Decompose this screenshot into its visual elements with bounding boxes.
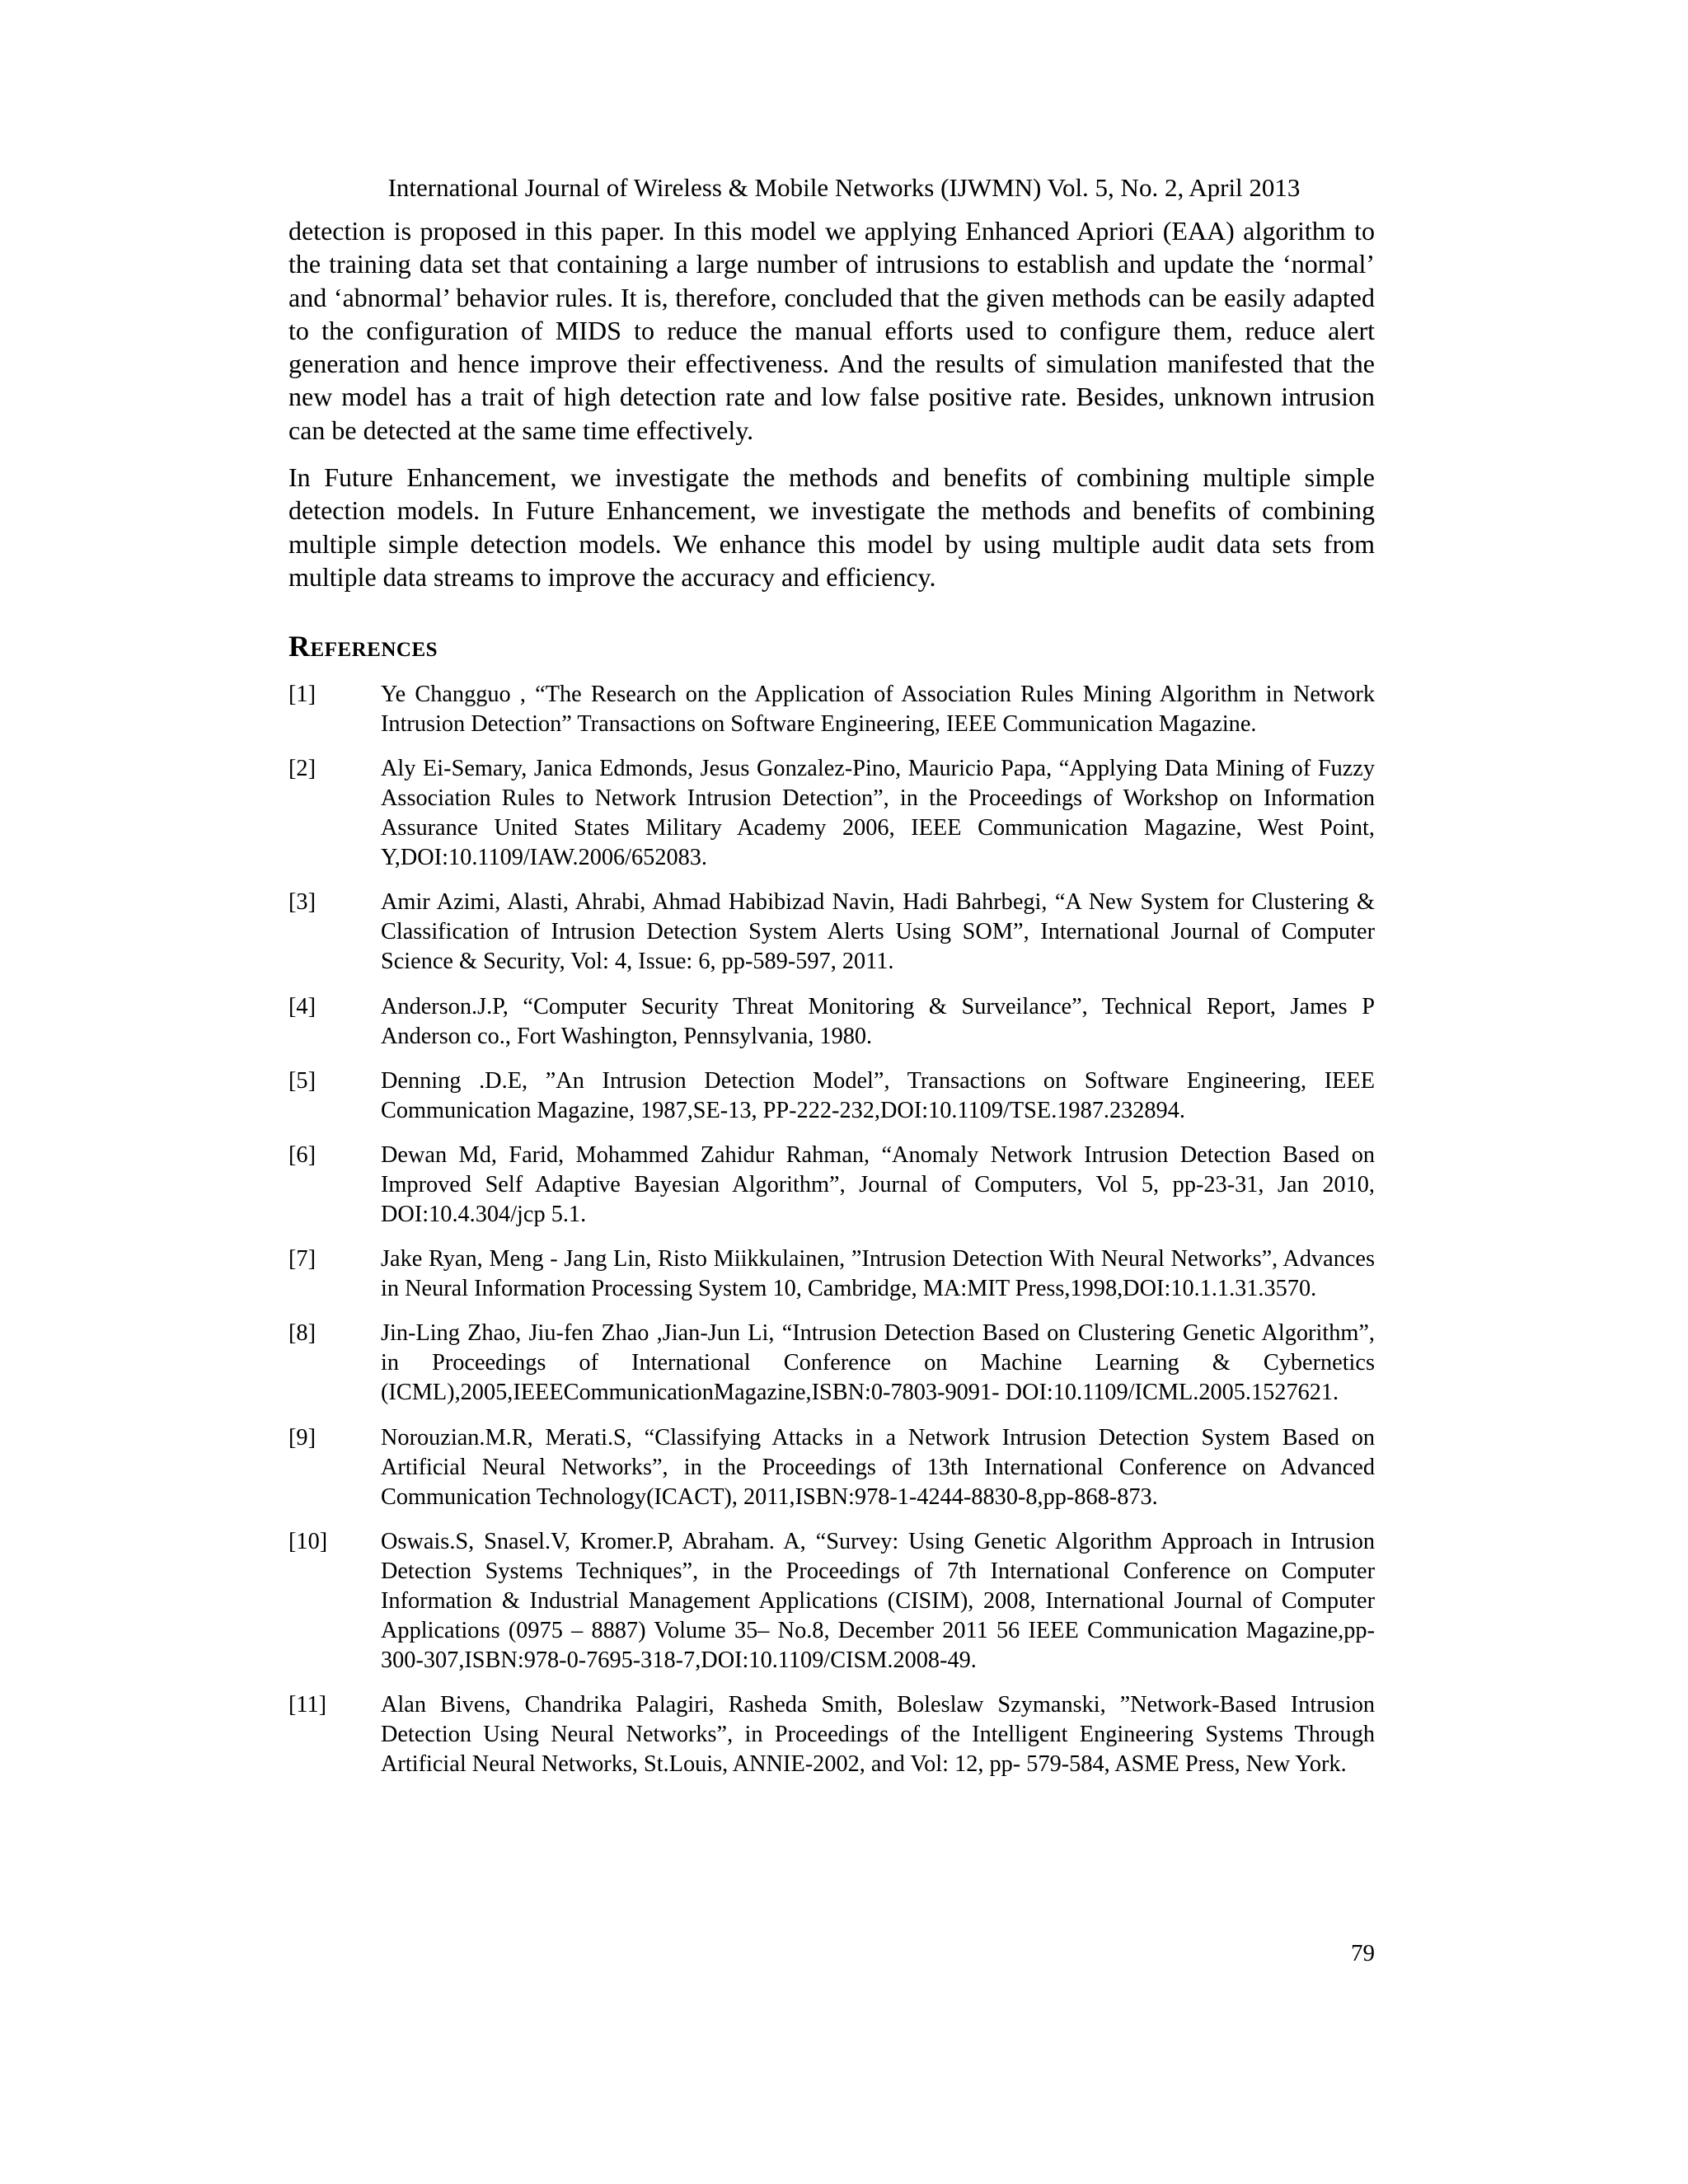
body-paragraph-1: detection is proposed in this paper. In this model we applying Enhanced Apriori (EAA) algorithm to the training data set that containing a large number of intrusions to establish and update the ‘normal’ and ‘abnormal’ behavior rules. It is, therefore, concluded that the given methods can be easily adapted to the configuration of MIDS to reduce the manual efforts used to configure them, reduce alert generation and hence improve their effectiveness. And the results of simulation manifested that the new model has a trait of high detection rate and low false positive rate. Besides, unknown intrusion can be detected at the same time effectively. (288, 216, 1375, 445)
body-paragraph-2: In Future Enhancement, we investigate the methods and benefits of combining multiple simple detection models. In Future Enhancement, we investigate the methods and benefits of combining multiple simple detection models. We enhance this model by using multiple audit data sets from multiple data streams to improve the accuracy and efficiency. (288, 462, 1375, 592)
references-heading: References (288, 630, 438, 663)
reference-item (288, 1066, 1375, 1126)
reference-text: Jake Ryan, Meng - Jang Lin, Risto Miikkulainen, ”Intrusion Detection With Neural Networks”, Advances in Neural Information Processing System 10, Cambridge, MA:MIT Press,1998,DOI:10.1.1.31.3570. (381, 1246, 1375, 1302)
reference-text: Alan Bivens, Chandrika Palagiri, Rasheda Smith, Boleslaw Szymanski, ”Network-Based Intrusion Detection Using Neural Networks”, in Proceedings of the Intelligent Engineering Systems Through Artificial Neural Networks, St.Louis, ANNIE-2002, and Vol: 12, pp- 579-584, ASME Press, New York. (381, 1691, 1375, 1777)
reference-item (288, 1423, 1375, 1512)
reference-item (288, 1690, 1375, 1779)
reference-text: Oswais.S, Snasel.V, Kromer.P, Abraham. A, “Survey: Using Genetic Algorithm Approach in Intrusion Detection Systems Techniques”, in the Proceedings of 7th International Conference on Computer Information & Industrial Management Applications (CISIM), 2008, International Journal of Computer Applications (0975 – 8887) Volume 35– No.8, December 2011 56 IEEE Communication Magazine,pp-300-307,ISBN:978-0-7695-318-7,DOI:10.1109/CISM.2008-49. (381, 1528, 1375, 1673)
reference-text: Amir Azimi, Alasti, Ahrabi, Ahmad Habibizad Navin, Hadi Bahrbegi, “A New System for Clustering & Classification of Intrusion Detection System Alerts Using SOM”, International Journal of Computer Science & Security, Vol: 4, Issue: 6, pp-589-597, 2011. (381, 889, 1375, 975)
body-text (288, 214, 1375, 593)
reference-number: [1] (288, 682, 316, 707)
reference-number: [6] (288, 1141, 316, 1168)
reference-number: [5] (288, 1067, 316, 1094)
reference-item (288, 1527, 1375, 1675)
reference-number: [8] (288, 1320, 316, 1347)
reference-text: Ye Changguo , “The Research on the Application of Association Rules Mining Algorithm in Network Intrusion Detection” Transactions on Software Engineering, IEEE Communication Magazine. (381, 682, 1375, 737)
reference-text: Denning .D.E, ”An Intrusion Detection Model”, Transactions on Software Engineering, IEEE Communication Magazine, 1987,SE-13, PP-222-232,DOI:10.1109/TSE.1987.232894. (381, 1067, 1375, 1123)
reference-number: [2] (288, 756, 316, 782)
reference-number: [11] (288, 1691, 327, 1718)
reference-number: [7] (288, 1246, 316, 1272)
page-number: 79 (1351, 1940, 1375, 1966)
reference-text: Anderson.J.P, “Computer Security Threat Monitoring & Surveilance”, Technical Report, James P Anderson co., Fort Washington, Pennsylvania, 1980. (381, 993, 1375, 1049)
reference-item (288, 754, 1375, 873)
reference-item (288, 680, 1375, 739)
reference-number: [9] (288, 1424, 316, 1451)
reference-list (288, 680, 1375, 1794)
reference-item (288, 992, 1375, 1052)
reference-number: [10] (288, 1528, 328, 1554)
reference-text: Dewan Md, Farid, Mohammed Zahidur Rahman, “Anomaly Network Intrusion Detection Based on Improved Self Adaptive Bayesian Algorithm”, Journal of Computers, Vol 5, pp-23-31, Jan 2010, DOI:10.4.304/jcp 5.1. (381, 1141, 1375, 1227)
reference-number: [3] (288, 889, 316, 916)
reference-text: Aly Ei-Semary, Janica Edmonds, Jesus Gonzalez-Pino, Mauricio Papa, “Applying Data Mining of Fuzzy Association Rules to Network Intrusion Detection”, in the Proceedings of Workshop on Information Assurance United States Military Academy 2006, IEEE Communication Magazine, West Point, Y,DOI:10.1109/IAW.2006/652083. (381, 756, 1375, 871)
reference-item (288, 1319, 1375, 1408)
reference-item (288, 1141, 1375, 1230)
reference-text: Jin-Ling Zhao, Jiu-fen Zhao ,Jian-Jun Li, “Intrusion Detection Based on Clustering Genetic Algorithm”, in Proceedings of International Conference on Machine Learning & Cybernetics (ICML),2005,IEEECommunicationMagazine,ISBN:0-7803-9091- DOI:10.1109/ICML.2005.1527621. (381, 1320, 1375, 1406)
reference-item (288, 888, 1375, 977)
reference-text: Norouzian.M.R, Merati.S, “Classifying Attacks in a Network Intrusion Detection System Based on Artificial Neural Networks”, in the Proceedings of 13th International Conference on Advanced Communication Technology(ICACT), 2011,ISBN:978-1-4244-8830-8,pp-868-873. (381, 1424, 1375, 1510)
reference-number: [4] (288, 993, 316, 1019)
running-header: International Journal of Wireless & Mobile Networks (IJWMN) Vol. 5, No. 2, April 2013 (387, 173, 1301, 202)
reference-item (288, 1244, 1375, 1304)
